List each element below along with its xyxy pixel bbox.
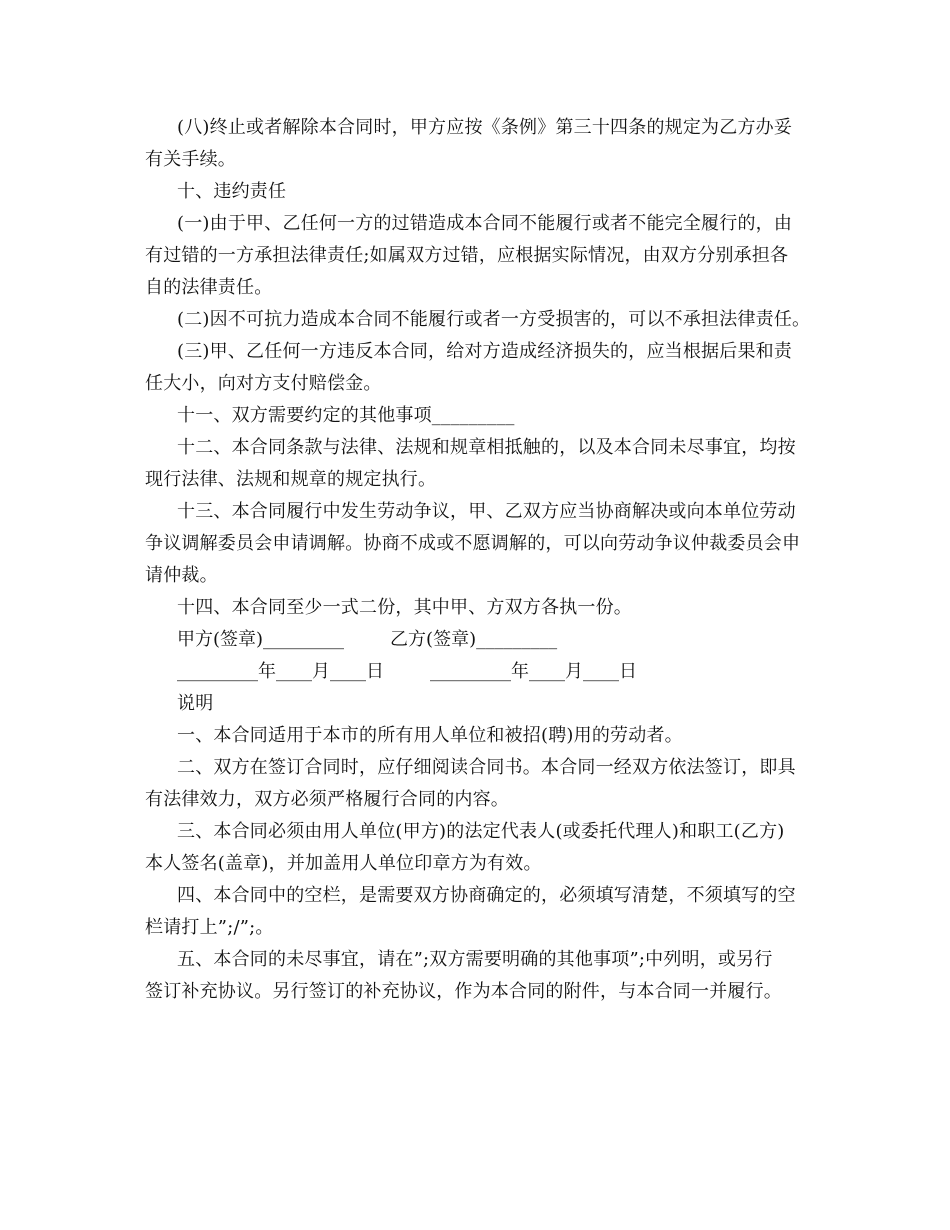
- clause-10-3-line-2: 任大小，向对方支付赔偿金。: [145, 373, 382, 394]
- note-5-line-1: 五、本合同的未尽事宜，请在”;双方需要明确的其他事项”;中列明，或另行: [177, 949, 773, 970]
- clause-10-2-line-1: (二)因不可抗力造成本合同不能履行或者一方受损害的，可以不承担法律责任。: [177, 309, 811, 330]
- note-5-continuation: [145, 976, 825, 1008]
- clause-10-3-line-1: (三)甲、乙任何一方违反本合同，给对方造成经济损失的，应当根据后果和责: [177, 341, 793, 362]
- party-a-date: _________年____月____日: [177, 661, 384, 682]
- section-12-line-1: 十二、本合同条款与法律、法规和规章相抵触的，以及本合同未尽事宜，均按: [177, 437, 796, 458]
- section-11-paragraph: [145, 400, 825, 432]
- note-3-continuation: [145, 848, 825, 880]
- date-row: [145, 656, 825, 688]
- clause-8-line-1: (八)终止或者解除本合同时，甲方应按《条例》第三十四条的规定为乙方办妥: [177, 117, 793, 138]
- note-5-paragraph: [145, 944, 825, 976]
- section-12-line-2: 现行法律、法规和规章的规定执行。: [145, 469, 437, 490]
- party-a-signature: 甲方(签章)_________: [177, 629, 345, 650]
- section-14-line: 十四、本合同至少一式二份，其中甲、方双方各执一份。: [177, 597, 632, 618]
- clause-10-1-line-1: (一)由于甲、乙任何一方的过错造成本合同不能履行或者不能完全履行的，由: [177, 213, 793, 234]
- clause-10-2-paragraph: [145, 304, 825, 336]
- clause-10-1-line-3: 自的法律责任。: [145, 277, 273, 298]
- notes-title: 说明: [177, 693, 214, 714]
- note-1-line-1: 一、本合同适用于本市的所有用人单位和被招(聘)用的劳动者。: [177, 725, 683, 746]
- section-10-heading: [145, 176, 825, 208]
- signature-row: [145, 624, 825, 656]
- clause-10-1-continuation: [145, 240, 825, 304]
- note-3-line-1: 三、本合同必须由用人单位(甲方)的法定代表人(或委托代理人)和职工(乙方): [177, 821, 785, 842]
- section-11-line: 十一、双方需要约定的其他事项_________: [177, 405, 515, 426]
- notes-heading: [145, 688, 825, 720]
- clause-8-continuation: [145, 144, 825, 176]
- clause-10-3-paragraph: [145, 336, 825, 368]
- note-4-line-1: 四、本合同中的空栏，是需要双方协商确定的，必须填写清楚，不须填写的空: [177, 885, 796, 906]
- clause-10-3-continuation: [145, 368, 825, 400]
- section-14-paragraph: [145, 592, 825, 624]
- section-12-paragraph: [145, 432, 825, 464]
- note-2-line-1: 二、双方在签订合同时，应仔细阅读合同书。本合同一经双方依法签订，即具: [177, 757, 796, 778]
- section-13-continuation: [145, 528, 825, 592]
- clause-10-1-line-2: 有过错的一方承担法律责任;如属双方过错，应根据实际情况，由双方分别承担各: [145, 245, 789, 266]
- note-1-paragraph: [145, 720, 825, 752]
- note-2-paragraph: [145, 752, 825, 784]
- note-2-line-2: 有法律效力，双方必须严格履行合同的内容。: [145, 789, 509, 810]
- section-13-line-3: 请仲裁。: [145, 565, 218, 586]
- section-12-continuation: [145, 464, 825, 496]
- note-3-line-2: 本人签名(盖章)，并加盖用人单位印章方为有效。: [145, 853, 542, 874]
- note-4-continuation: [145, 912, 825, 944]
- section-13-line-1: 十三、本合同履行中发生劳动争议，甲、乙双方应当协商解决或向本单位劳动: [177, 501, 796, 522]
- section-10-title: 十、违约责任: [177, 181, 287, 202]
- note-4-line-2: 栏请打上”;/”;。: [145, 917, 274, 938]
- clause-10-1-paragraph: [145, 208, 825, 240]
- note-5-line-2: 签订补充协议。另行签订的补充协议，作为本合同的附件，与本合同一并履行。: [145, 981, 782, 1002]
- note-4-paragraph: [145, 880, 825, 912]
- note-3-paragraph: [145, 816, 825, 848]
- section-13-paragraph: [145, 496, 825, 528]
- clause-8-paragraph: [145, 112, 825, 144]
- document-body: [145, 112, 825, 1008]
- note-2-continuation: [145, 784, 825, 816]
- clause-8-line-2: 有关手续。: [145, 149, 236, 170]
- party-b-date: _________年____月____日: [430, 661, 637, 682]
- party-b-signature: 乙方(签章)_________: [390, 629, 558, 650]
- section-13-line-2: 争议调解委员会申请调解。协商不成或不愿调解的，可以向劳动争议仲裁委员会申: [145, 533, 801, 554]
